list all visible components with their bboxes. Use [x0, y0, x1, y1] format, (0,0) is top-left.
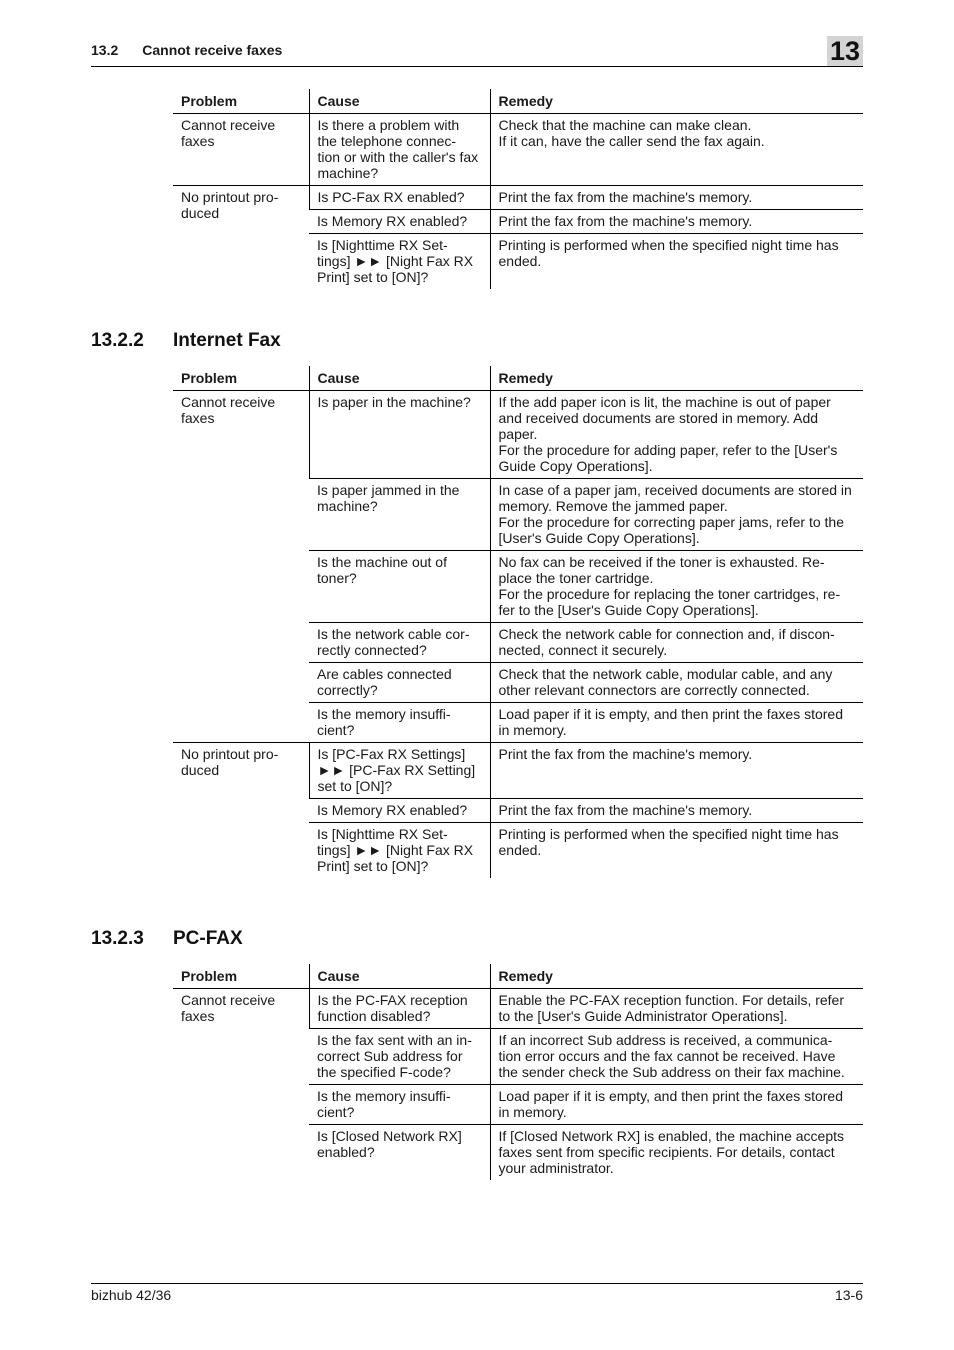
- cause-cell: Is PC-Fax RX enabled?: [309, 186, 490, 210]
- remedy-cell: Print the fax from the machine's memory.: [490, 743, 863, 799]
- table-row: [173, 989, 863, 1029]
- fax-troubleshooting-table: [173, 89, 863, 289]
- problem-cell: No printout pro- duced: [181, 189, 279, 221]
- cause-cell: Is [Closed Network RX] enabled?: [317, 1128, 462, 1160]
- table-row: [173, 114, 863, 186]
- cause-cell: Is [Nighttime RX Set- tings] ►► [Night Fax RX Print] set to [ON]?: [317, 826, 474, 874]
- table-header-row: [173, 964, 863, 989]
- remedy-cell: [490, 114, 863, 186]
- problem-cell: Cannot receive faxes: [173, 114, 309, 186]
- cause-cell: Is the machine out of toner?: [309, 551, 490, 623]
- pc-fax-table: [173, 964, 863, 1180]
- cause-cell: Is there a problem with the telephone connec- tion or with the caller's fax machine?: [309, 114, 490, 186]
- table-row: [173, 391, 863, 479]
- running-header: [91, 42, 282, 58]
- column-header-problem: Problem: [173, 366, 309, 391]
- cause-cell: Is Memory RX enabled?: [309, 210, 490, 234]
- remedy-cell: Check that the network cable, modular cable, and any other relevant connectors are correctly connected.: [490, 663, 863, 703]
- remedy-cell: Check the network cable for connection and, if discon- nected, connect it securely.: [490, 623, 863, 663]
- cause-cell: Is the PC-FAX reception function disabled?: [309, 989, 490, 1029]
- remedy-cell: [490, 551, 863, 623]
- cause-cell: Is the fax sent with an in- correct Sub address for the specified F-code?: [309, 1029, 490, 1085]
- remedy-text: In case of a paper jam, received documents are stored in memory. Remove the jammed paper.: [498, 482, 852, 514]
- remedy-cell: Print the fax from the machine's memory.: [490, 186, 863, 210]
- remedy-text: No fax can be received if the toner is exhausted. Re- place the toner cartridge.: [498, 554, 825, 586]
- problem-cell: Cannot receive faxes: [181, 992, 276, 1024]
- problem-cell: No printout pro- duced: [181, 746, 279, 778]
- section-heading-pc-fax: [91, 928, 243, 950]
- remedy-cell: If an incorrect Sub address is received, a communica- tion error occurs and the fax cannot be received. Have the sender check the Sub address on their fax machine.: [490, 1029, 863, 1085]
- remedy-cell: Printing is performed when the specified night time has ended.: [490, 823, 863, 879]
- column-header-problem: Problem: [173, 964, 309, 989]
- section-title: Internet Fax: [173, 330, 281, 351]
- table-header-row: [173, 366, 863, 391]
- table-row: [173, 743, 863, 799]
- section-title: PC-FAX: [173, 928, 243, 949]
- remedy-cell: [490, 479, 863, 551]
- cause-cell: Is paper jammed in the machine?: [309, 479, 490, 551]
- column-header-problem: Problem: [173, 89, 309, 114]
- remedy-text: For the procedure for adding paper, refer to the [User's Guide Copy Operations].: [498, 442, 838, 474]
- remedy-cell: Print the fax from the machine's memory.: [490, 799, 863, 823]
- section-number: 13.2.3: [91, 928, 144, 949]
- cause-cell: Are cables connected correctly?: [309, 663, 490, 703]
- cause-cell: Is the memory insuffi- cient?: [309, 703, 490, 743]
- cause-cell: Is paper in the machine?: [309, 391, 490, 479]
- chapter-number-box: 13: [827, 36, 863, 66]
- column-header-remedy: Remedy: [490, 366, 863, 391]
- column-header-remedy: Remedy: [490, 964, 863, 989]
- footer-page-number: 13-6: [834, 1287, 863, 1303]
- cause-cell: Is [PC-Fax RX Settings] ►► [PC-Fax RX Setting] set to [ON]?: [309, 743, 490, 799]
- header-section-number: 13.2: [91, 42, 119, 58]
- remedy-cell: [490, 391, 863, 479]
- remedy-cell: Load paper if it is empty, and then print the faxes stored in memory.: [490, 1085, 863, 1125]
- remedy-cell: Print the fax from the machine's memory.: [490, 210, 863, 234]
- remedy-cell: Enable the PC-FAX reception function. For details, refer to the [User's Guide Administrator Operations].: [490, 989, 863, 1029]
- header-section-title: Cannot receive faxes: [142, 42, 283, 58]
- section-number: 13.2.2: [91, 330, 144, 351]
- problem-cell: Cannot receive faxes: [173, 391, 309, 743]
- table-header-row: [173, 89, 863, 114]
- remedy-text: If it can, have the caller send the fax again.: [498, 133, 765, 149]
- page-footer: [91, 1283, 863, 1303]
- column-header-cause: Cause: [309, 89, 490, 114]
- remedy-cell: Load paper if it is empty, and then print the faxes stored in memory.: [490, 703, 863, 743]
- table-row: [173, 186, 863, 210]
- page-header: [91, 36, 863, 67]
- column-header-cause: Cause: [309, 964, 490, 989]
- column-header-remedy: Remedy: [490, 89, 863, 114]
- remedy-cell: Printing is performed when the specified night time has ended.: [490, 234, 863, 290]
- footer-model: bizhub 42/36: [91, 1287, 172, 1303]
- cause-cell: Is the network cable cor- rectly connected?: [309, 623, 490, 663]
- remedy-text: If the add paper icon is lit, the machine is out of paper and received documents are stored in memory. Add paper.: [498, 394, 831, 442]
- cause-cell: Is Memory RX enabled?: [309, 799, 490, 823]
- column-header-cause: Cause: [309, 366, 490, 391]
- remedy-text: For the procedure for correcting paper jams, refer to the [User's Guide Copy Operations].: [498, 514, 844, 546]
- cause-cell: Is [Nighttime RX Set- tings] ►► [Night Fax RX Print] set to [ON]?: [317, 237, 474, 285]
- section-heading-internet-fax: [91, 330, 281, 352]
- internet-fax-table: [173, 366, 863, 878]
- remedy-text: For the procedure for replacing the toner cartridges, re- fer to the [User's Guide Copy Operations].: [498, 586, 841, 618]
- cause-cell: Is the memory insuffi- cient?: [309, 1085, 490, 1125]
- remedy-text: Check that the machine can make clean.: [498, 117, 752, 133]
- remedy-cell: If [Closed Network RX] is enabled, the machine accepts faxes sent from specific recipients. For details, contact your administrator.: [490, 1125, 863, 1181]
